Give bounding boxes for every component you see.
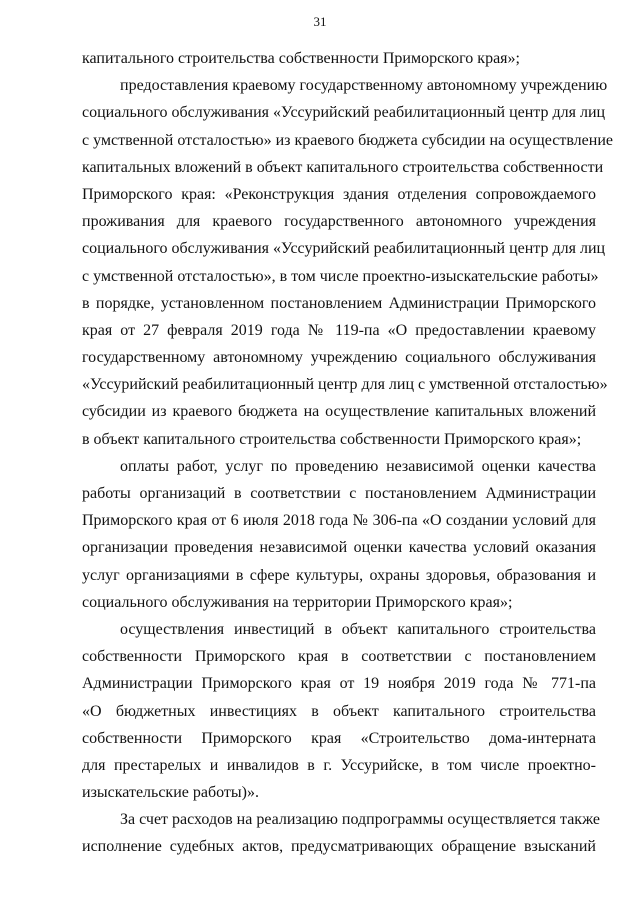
- text-line: «Уссурийский реабилитационный центр для лиц с умственной отсталостью»: [82, 376, 608, 394]
- text-line: оплаты работ, услуг по проведению независимой оценки качества: [120, 457, 596, 475]
- text-line: организации проведения независимой оценки качества условий оказания: [82, 539, 596, 557]
- text-line: исполнение судебных актов, предусматривающих обращение взысканий: [82, 838, 596, 856]
- text-line: За счет расходов на реализацию подпрограммы осуществляется также: [120, 811, 601, 829]
- text-line: края от 27 февраля 2019 года № 119-па «О предоставлении краевому: [82, 321, 596, 339]
- text-line: Приморского края от 6 июля 2018 года № 306-па «О создании условий для: [82, 512, 596, 530]
- text-line: работы организаций в соответствии с постановлением Администрации: [82, 485, 596, 502]
- text-line: с умственной отсталостью», в том числе проектно-изыскательские работы»: [82, 267, 599, 285]
- text-line: социального обслуживания «Уссурийский реабилитационный центр для лиц: [82, 104, 606, 122]
- paragraph: [82, 616, 596, 806]
- text-line: осуществления инвестиций в объект капитального строительства: [120, 620, 596, 638]
- text-line: в порядке, установленном постановлением Администрации Приморского: [82, 294, 596, 312]
- document-body: [82, 45, 613, 861]
- text-line: капитальных вложений в объект капитального строительства собственности: [82, 158, 604, 176]
- page-number: 31: [313, 14, 327, 29]
- text-line: Приморского края: «Реконструкция здания отделения сопровождаемого: [82, 185, 596, 203]
- paragraph: [82, 72, 613, 453]
- text-line: социального обслуживания «Уссурийский реабилитационный центр для лиц: [82, 240, 606, 258]
- text-line: капитального строительства собственности Приморского края»;: [82, 50, 520, 67]
- text-line: услуг организациями в сфере культуры, охраны здоровья, образования и: [82, 566, 596, 584]
- paragraph: [82, 453, 596, 616]
- text-line: государственному автономному учреждению социального обслуживания: [82, 349, 596, 367]
- paragraph: [82, 45, 596, 72]
- text-line: собственности Приморского края «Строительство дома-интерната: [82, 729, 596, 747]
- text-line: субсидии из краевого бюджета на осуществление капитальных вложений: [82, 403, 596, 421]
- text-line: «О бюджетных инвестициях в объект капитального строительства: [82, 702, 596, 720]
- text-line: с умственной отсталостью» из краевого бюджета субсидии на осуществление: [82, 131, 613, 149]
- paragraph: [82, 806, 601, 860]
- text-line: социального обслуживания на территории Приморского края»;: [82, 593, 513, 611]
- text-line: Администрации Приморского края от 19 ноября 2019 года № 771-па: [82, 675, 596, 693]
- text-line: изыскательские работы)».: [82, 784, 259, 802]
- text-line: предоставления краевому государственному автономному учреждению: [120, 77, 608, 95]
- text-line: проживания для краевого государственного автономного учреждения: [82, 213, 596, 231]
- text-line: собственности Приморского края в соответствии с постановлением: [82, 648, 596, 666]
- text-line: в объект капитального строительства собственности Приморского края»;: [82, 430, 582, 448]
- text-line: для престарелых и инвалидов в г. Уссурийске, в том числе проектно-: [82, 756, 596, 774]
